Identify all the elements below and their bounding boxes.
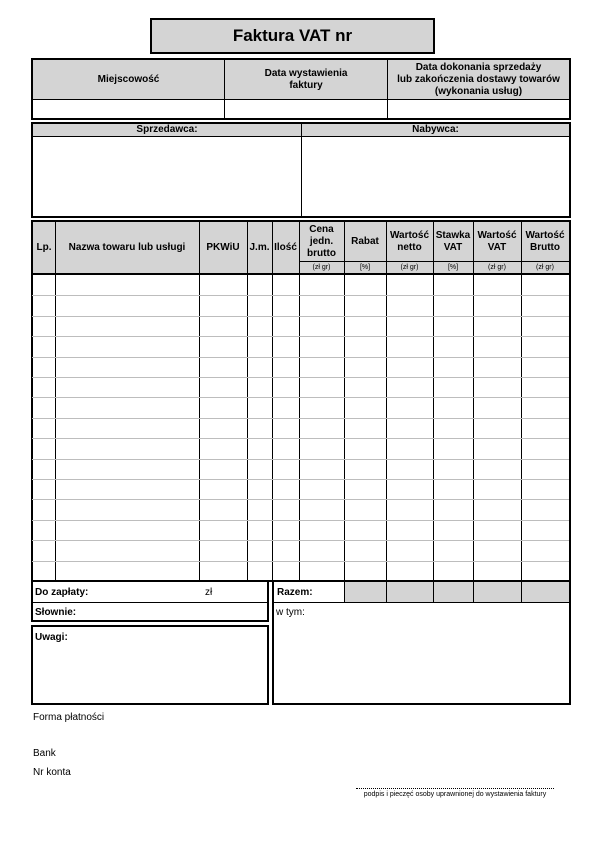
signature-line: [356, 788, 554, 789]
table-row[interactable]: [33, 561, 569, 581]
table-row[interactable]: [33, 520, 569, 540]
to-pay-block: [31, 580, 269, 622]
column-header: Wartość netto: [389, 229, 430, 253]
invoice-title: Faktura VAT nr: [150, 18, 435, 54]
column-header: Stawka VAT: [435, 229, 471, 253]
notes-field[interactable]: [33, 645, 267, 703]
total-divider: [521, 582, 522, 602]
in-words-field[interactable]: [88, 603, 266, 620]
column-header: Ilość: [274, 241, 297, 253]
in-words-label: Słownie:: [35, 607, 77, 618]
column-unit: (zł gr): [536, 264, 554, 271]
issue-date-label: Data wystawienia faktury: [264, 67, 348, 91]
total-divider: [344, 582, 345, 602]
bank-label: Bank: [33, 748, 56, 759]
column-header: Rabat: [351, 235, 379, 247]
column-header: Cena jedn. brutto: [307, 223, 336, 259]
signature-caption: podpis i pieczęć osoby uprawnionej do wystawienia faktury: [363, 791, 547, 798]
total-label: Razem:: [277, 587, 313, 598]
seller-label: Sprzedawca:: [136, 124, 198, 135]
including-field[interactable]: [274, 620, 569, 703]
seller-field[interactable]: [33, 137, 301, 216]
to-pay-field[interactable]: [103, 583, 203, 601]
parties-block: [31, 122, 571, 218]
column-unit: (zł gr): [312, 264, 331, 271]
total-divider: [386, 582, 387, 602]
table-row[interactable]: [33, 479, 569, 499]
column-header: Wartość VAT: [477, 229, 517, 253]
currency-label: zł: [205, 587, 213, 598]
column-unit: [%]: [447, 264, 459, 271]
sale-date-label: Data dokonania sprzedaży lub zakończenia dostawy towarów (wykonania usług): [397, 61, 560, 97]
payment-form-label: Forma płatności: [33, 712, 105, 723]
column-header: PKWiU: [206, 241, 240, 253]
table-row[interactable]: [33, 377, 569, 397]
account-no-label: Nr konta: [33, 767, 71, 778]
column-unit: (zł gr): [400, 264, 419, 271]
place-field[interactable]: [33, 100, 224, 118]
table-row[interactable]: [33, 275, 569, 295]
column-header: Wartość Brutto: [525, 229, 565, 253]
total-divider: [433, 582, 434, 602]
column-header: Nazwa towaru lub usługi: [68, 241, 186, 253]
table-row[interactable]: [33, 459, 569, 479]
place-label: Miejscowość: [97, 73, 160, 85]
table-row[interactable]: [33, 295, 569, 315]
total-divider: [473, 582, 474, 602]
table-row[interactable]: [33, 397, 569, 417]
header-block: [31, 58, 571, 120]
table-row[interactable]: [33, 336, 569, 356]
table-row[interactable]: [33, 438, 569, 458]
table-row[interactable]: [33, 499, 569, 519]
total-block: [272, 580, 571, 705]
to-pay-label: Do zapłaty:: [35, 587, 89, 598]
column-unit: [%]: [359, 264, 371, 271]
sale-date-field[interactable]: [388, 100, 569, 118]
table-row[interactable]: [33, 418, 569, 438]
table-row[interactable]: [33, 540, 569, 560]
issue-date-field[interactable]: [225, 100, 387, 118]
column-header: J.m.: [249, 241, 270, 253]
notes-label: Uwagi:: [35, 632, 68, 643]
column-unit: (zł gr): [488, 264, 506, 271]
column-header: Lp.: [36, 241, 52, 253]
including-label: w tym:: [276, 607, 305, 618]
table-row[interactable]: [33, 357, 569, 377]
table-row[interactable]: [33, 316, 569, 336]
notes-block: [31, 625, 269, 705]
buyer-label: Nabywca:: [412, 124, 459, 135]
buyer-field[interactable]: [302, 137, 569, 216]
